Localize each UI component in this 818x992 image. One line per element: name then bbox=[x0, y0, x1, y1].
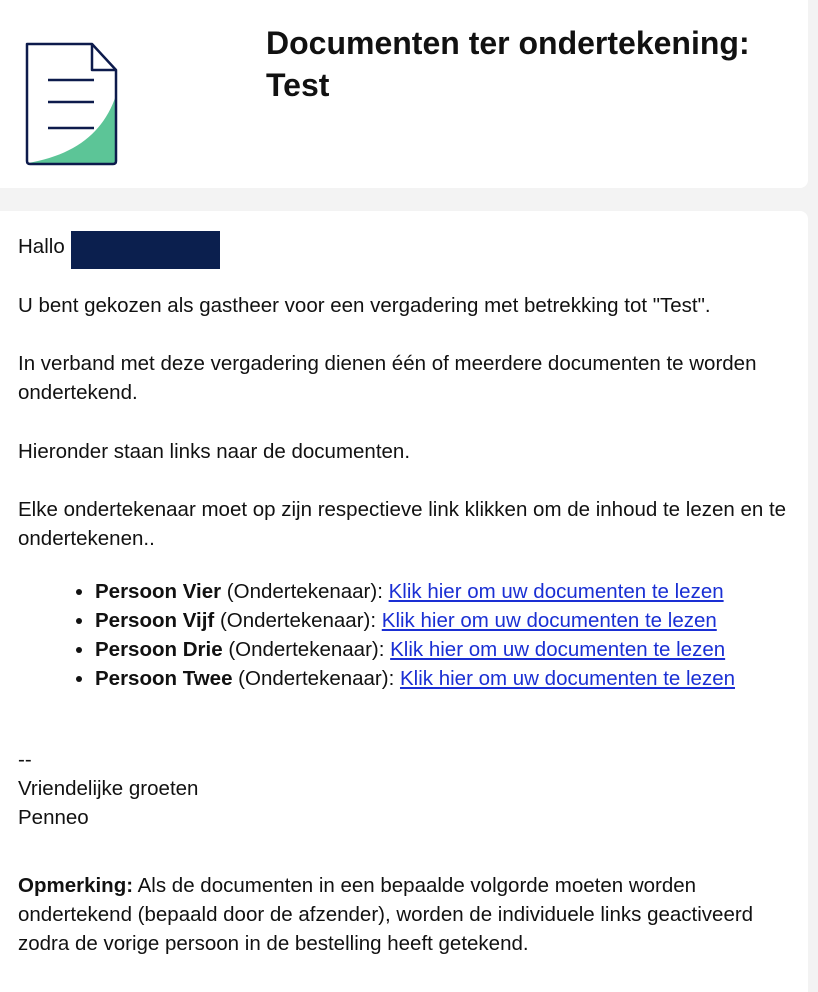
intro-paragraph: U bent gekozen als gastheer voor een vergadering met betrekking tot "Test". bbox=[18, 294, 711, 317]
note-paragraph bbox=[18, 871, 798, 958]
list-item bbox=[95, 577, 818, 606]
note-label: Opmerking: bbox=[18, 874, 134, 897]
signer-document-link[interactable]: Klik hier om uw documenten te lezen bbox=[390, 638, 726, 661]
signer-role: (Ondertekenaar): bbox=[238, 667, 395, 690]
signer-document-link[interactable]: Klik hier om uw documenten te lezen bbox=[399, 667, 735, 690]
title-line-1: Documenten ter ondertekening: bbox=[266, 25, 750, 61]
signer-name: Persoon Vijf bbox=[95, 609, 215, 632]
greeting bbox=[18, 232, 65, 261]
signer-role: (Ondertekenaar): bbox=[226, 580, 383, 603]
signature-closing: Vriendelijke groeten bbox=[18, 777, 199, 800]
instruction-paragraph: Elke ondertekenaar moet op zijn respectieve link klikken om de inhoud te lezen en te ondertekenen.. bbox=[18, 498, 787, 550]
email-body bbox=[0, 211, 808, 992]
signer-document-link[interactable]: Klik hier om uw documenten te lezen bbox=[381, 609, 717, 632]
signer-role: (Ondertekenaar): bbox=[228, 638, 385, 661]
signer-name: Persoon Twee bbox=[95, 667, 233, 690]
signature-block bbox=[18, 745, 798, 832]
redacted-recipient-name bbox=[71, 231, 220, 269]
signature-sender: Penneo bbox=[18, 806, 89, 829]
signature-separator: -- bbox=[18, 748, 32, 771]
greeting-text: Hallo bbox=[18, 235, 65, 258]
email-header bbox=[0, 0, 808, 188]
list-item bbox=[95, 664, 818, 693]
note-text: Als de documenten in een bepaalde volgorde moeten worden ondertekend (bepaald door de afzender), worden de individuele links geactiveerd zodra de vorige persoon in de bestelling heeft getekend. bbox=[18, 874, 754, 955]
list-item bbox=[95, 635, 818, 664]
list-item bbox=[95, 606, 818, 635]
document-icon bbox=[22, 40, 120, 168]
links-intro-paragraph: Hieronder staan links naar de documenten. bbox=[18, 440, 411, 463]
signer-document-link[interactable]: Klik hier om uw documenten te lezen bbox=[388, 580, 724, 603]
signer-name: Persoon Vier bbox=[95, 580, 222, 603]
page-title bbox=[266, 22, 796, 106]
signer-list bbox=[18, 577, 818, 693]
title-line-2: Test bbox=[266, 67, 330, 103]
documents-paragraph: In verband met deze vergadering dienen één of meerdere documenten te worden ondertekend. bbox=[18, 352, 757, 404]
signer-name: Persoon Drie bbox=[95, 638, 223, 661]
signer-role: (Ondertekenaar): bbox=[219, 609, 377, 632]
